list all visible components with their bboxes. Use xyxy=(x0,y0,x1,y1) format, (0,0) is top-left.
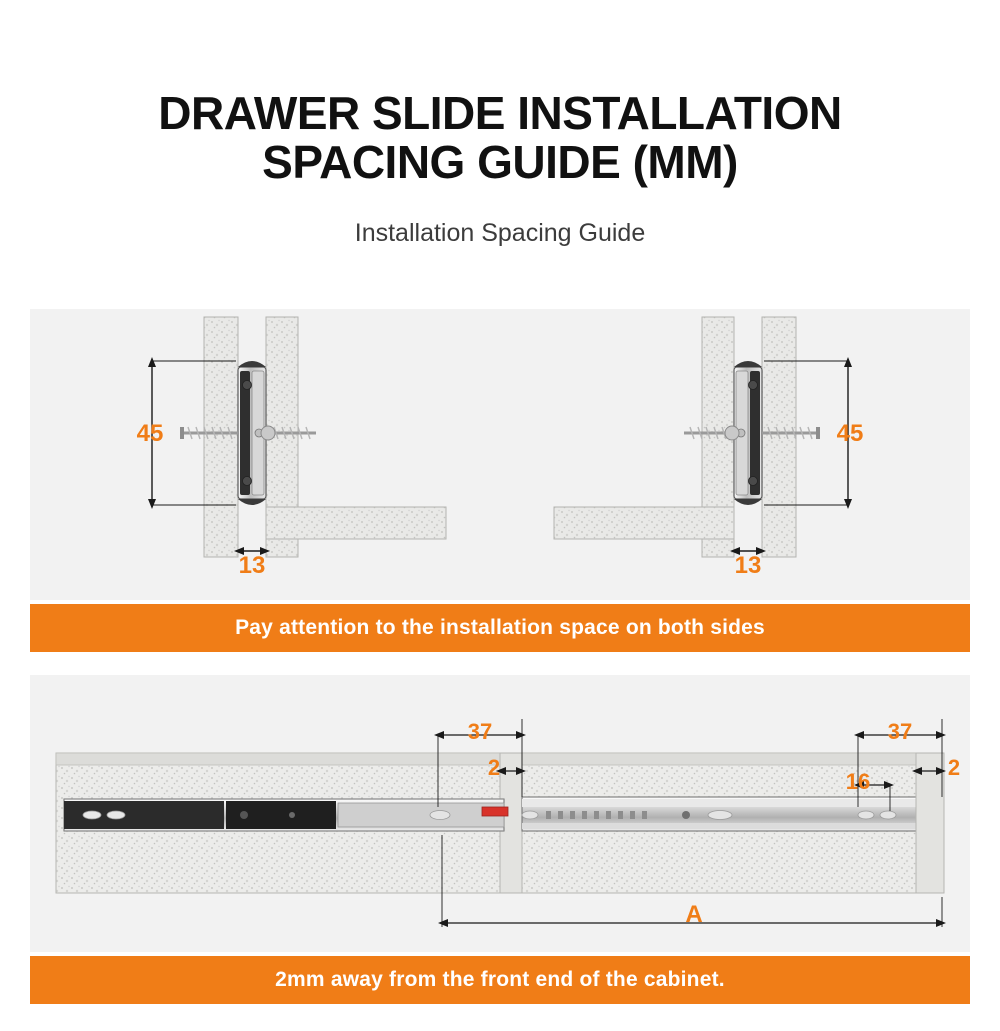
dimension-label-left-offset: 37 xyxy=(467,718,493,744)
caption-text-top: Pay attention to the installation space on both sides xyxy=(235,615,765,639)
page-title: DRAWER SLIDE INSTALLATION SPACING GUIDE (MM) xyxy=(158,86,842,189)
dimension-label-right-height: 45 xyxy=(836,419,864,447)
dimension-label-length: A xyxy=(685,900,703,928)
guide-page xyxy=(0,31,1000,1031)
dimension-label-right-inner: 16 xyxy=(845,768,871,794)
caption-bar-top xyxy=(30,604,970,652)
dimension-label-left-height: 45 xyxy=(136,419,164,447)
dimension-label-right-gap: 13 xyxy=(734,551,762,579)
dimension-label-left-front-gap: 2 xyxy=(487,754,501,780)
caption-text-bottom: 2mm away from the front end of the cabinet. xyxy=(275,967,725,991)
diagram-panel-cross-section xyxy=(30,309,970,600)
plan-view-drawing xyxy=(30,675,970,952)
caption-bar-bottom xyxy=(30,956,970,1004)
dimension-label-right-front-gap: 2 xyxy=(947,754,961,780)
dimension-label-left-gap: 13 xyxy=(238,551,266,579)
page-subtitle: Installation Spacing Guide xyxy=(354,218,646,247)
dimension-label-right-offset: 37 xyxy=(887,718,913,744)
cross-section-drawing xyxy=(30,309,970,600)
diagram-panel-plan-view xyxy=(30,675,970,952)
